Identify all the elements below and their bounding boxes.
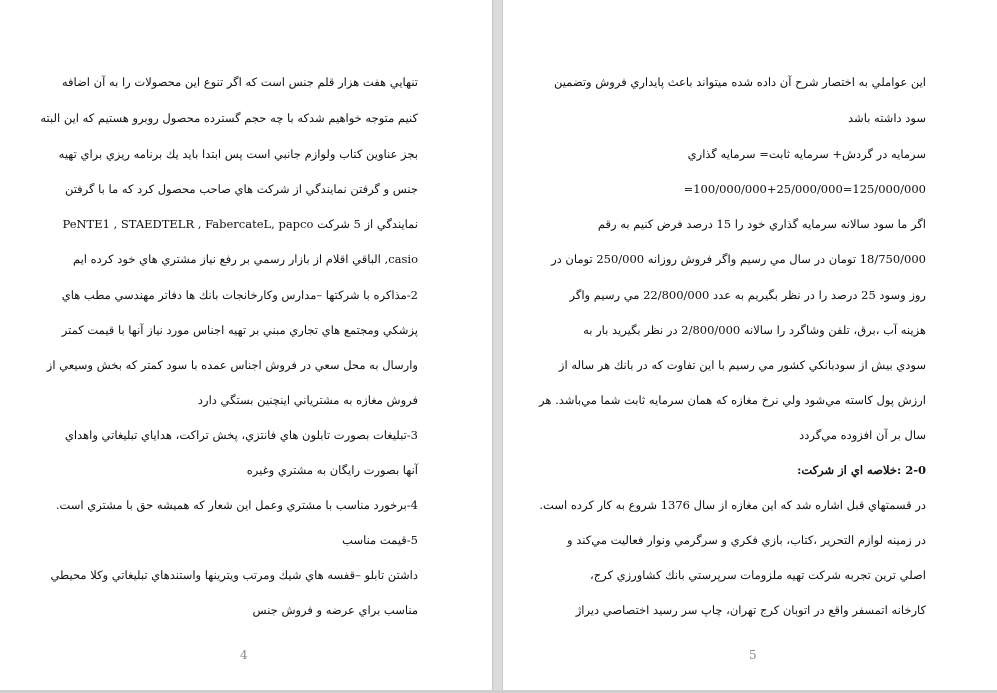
text-line: 2-مذاكره با شركتها –مدارس وكارخانجات بانك ها دفاتر مهندسي مطب هاي	[61, 288, 418, 302]
text-line: نمايندگي از 5 شركت PeNTE1 , STAEDTELR , FabercateL, papco	[62, 217, 418, 231]
text-line: داشتن تابلو –قفسه هاي شيك ومرتب ويترينها واستندهاي تبليغاتي وكلا محيطي	[50, 568, 418, 582]
text-line: سود داشته باشد	[848, 111, 926, 125]
text-line: هزينه آب ،برق، تلفن وشاگرد را سالانه 2/800/000 در نظر بگيريد بار به	[583, 323, 926, 337]
page-number: 5	[749, 648, 757, 662]
text-line: تنهايي هفت هزار قلم جنس است كه اگر تنوع اين محصولات را به آن اضافه	[61, 75, 418, 89]
text-line: 4-برخورد مناسب با مشتري وعمل اين شعار كه هميشه حق با مشتري است.	[55, 498, 418, 512]
page-number: 4	[240, 648, 248, 662]
text-line: سرمايه در گردش+ سرمايه ثابت= سرمايه گذاري	[687, 147, 926, 161]
text-line: روز وسود 25 درصد را در نظر بگيريم به عدد 22/800/000 مي رسيم واگر	[569, 288, 926, 302]
section-heading: 2-0 :خلاصه اي از شركت:	[797, 463, 926, 477]
text-line: كنيم متوجه خواهيم شدكه با چه حجم گسترده محصول روبرو هستيم كه اين البته	[40, 111, 418, 125]
text-line: سال بر آن افزوده مي‌گردد	[799, 428, 926, 442]
text-line: در قسمتهاي قبل اشاره شد كه اين مغازه از سال 1376 شروع به كار كرده است.	[539, 498, 926, 512]
page-gutter	[492, 0, 503, 693]
text-line: پزشكي ومجتمع هاي تجاري مبني بر تهيه اجناس مورد نياز آنها با قيمت كمتر	[61, 323, 418, 337]
text-line: 5-قيمت مناسب	[342, 533, 418, 547]
text-line: در زمينه لوازم التحرير ،كتاب، بازي فكري و سرگرمي ونوار فعاليت مي‌كند و	[567, 533, 926, 547]
text-line: سودي بيش از سودبانكي كشور مي رسيم با اين تفاوت كه در بانك هر ساله از	[558, 358, 926, 372]
text-line: اگر ما سود سالانه سرمايه گذاري خود را 15 درصد فرض كنيم به رقم	[597, 217, 926, 231]
text-line: اصلي ترين تجربه شركت تهيه ملزومات سرپرستي بانك كشاورزي كرج،	[590, 568, 926, 582]
text-line: وارسال به محل سعي در فروش اجناس عمده با سود كمتر كه بخش وسيعي از	[46, 358, 418, 372]
text-line: مناسب براي عرضه و فروش جنس	[252, 603, 418, 617]
text-line: 3-تبليغات بصورت تابلون هاي فانتزي، پخش تراكت، هداياي تبليغاتي واهداي	[64, 428, 418, 442]
text-line: آنها بصورت رايگان به مشتري وغيره	[246, 463, 418, 477]
text-line: اين عواملي به اختصار شرح آن داده شده ميتواند باعث پايداري فروش وتضمين	[554, 75, 926, 89]
document-page-left	[0, 0, 492, 690]
text-line: 18/750/000 تومان در سال مي رسيم واگر فروش روزانه 250/000 تومان در	[551, 252, 926, 266]
text-line: بجز عناوين كتاب ولوازم جانبي است پس ابتدا بايد يك برنامه ريزي براي تهيه	[58, 147, 418, 161]
formula-line: =100/000/000+25/000/000=125/000/000	[683, 182, 926, 196]
text-line: casio, الباقي اقلام از بازار رسمي بر رفع نياز مشتري هاي خود كرده ايم	[72, 252, 418, 266]
text-line: كارخانه اتمسفر واقع در اتوبان كرج تهران، چاپ سر رسيد اختصاصي ديراژ	[575, 603, 926, 617]
text-line: جنس و گرفتن نمايندگي از شركت هاي صاحب محصول كرد كه ما با گرفتن	[64, 182, 418, 196]
text-line: ارزش پول كاسته مي‌شود ولي نرخ مغازه كه همان سرمايه ثابت شما مي‌باشد. هر	[539, 393, 926, 407]
text-line: فروش مغازه به مشترياني اينچنين بستگي دارد	[197, 393, 418, 407]
document-page-right	[503, 0, 997, 690]
